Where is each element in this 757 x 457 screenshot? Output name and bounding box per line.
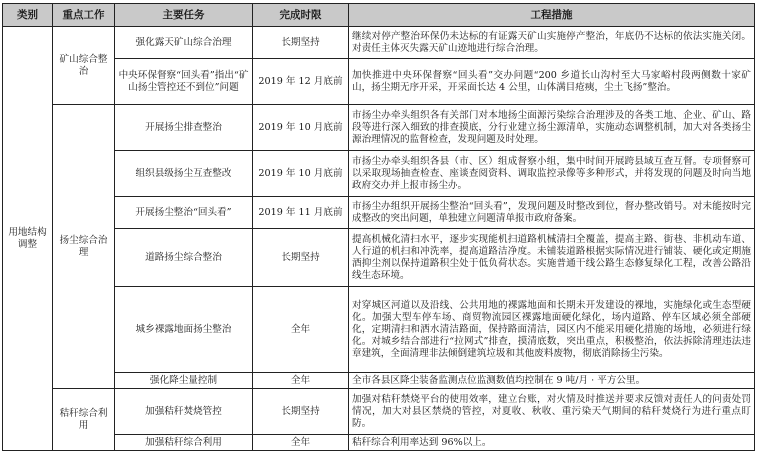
deadline-cell: 2019 年 11 月底前	[253, 197, 349, 229]
measures-table	[2, 3, 755, 451]
measure-cell: 继续对停产整治环保仍未达标的有证露天矿山实施停产整治，年底仍不达标的依法实施关闭。对责任主体灭失露天矿山迹地进行综合治理。	[349, 27, 755, 59]
table-row	[3, 389, 755, 435]
key-work-cell: 秸秆综合利用	[53, 389, 115, 451]
table-row	[3, 287, 755, 373]
header-main-task: 主要任务	[115, 4, 253, 27]
task-cell: 中央环保督察“回头看”指出“矿山扬尘管控还不到位”问题	[115, 59, 253, 105]
table-row	[3, 27, 755, 59]
table-row	[3, 151, 755, 197]
deadline-cell: 全年	[253, 287, 349, 373]
task-cell: 开展扬尘整治“回头看”	[115, 197, 253, 229]
table-row	[3, 105, 755, 151]
measure-cell: 加快推进中央环保督察“回头看”交办问题“200 乡道长山沟村至大马家峪村段两侧数十家矿山，扬尘期无序开采，开采面长达 4 公里，山体满目疮痍，尘土飞扬”整治。	[349, 59, 755, 105]
table-row	[3, 197, 755, 229]
deadline-cell: 全年	[253, 435, 349, 451]
task-cell: 加强秸秆焚烧管控	[115, 389, 253, 435]
measure-cell: 加强对秸秆禁烧平台的使用效率，建立台账，对火情及时推送并要求反馈对责任人的问责处罚情况，加大对县区禁烧的管控，对夏收、秋收、重污染天气期间的秸秆焚烧行为进行重点盯防。	[349, 389, 755, 435]
header-row	[3, 4, 755, 27]
task-cell: 组织县级扬尘互查整改	[115, 151, 253, 197]
task-cell: 开展扬尘排查整治	[115, 105, 253, 151]
header-measures: 工程措施	[349, 4, 755, 27]
header-deadline: 完成时限	[253, 4, 349, 27]
key-work-cell: 矿山综合整治	[53, 27, 115, 105]
measure-cell: 市扬尘办牵头组织各县（市、区）组成督察小组，集中时间开展跨县域互查互督。专项督察可以采取现场抽查检查、座谈查阅资料、调取监控录像等多种形式，并将发现的问题及时向当地政府交办并上报市扬尘办。	[349, 151, 755, 197]
category-cell: 用地结构调整	[3, 27, 53, 451]
header-key-work: 重点工作	[53, 4, 115, 27]
task-cell: 城乡裸露地面扬尘整治	[115, 287, 253, 373]
task-cell: 强化降尘量控制	[115, 373, 253, 389]
task-cell: 加强秸秆综合利用	[115, 435, 253, 451]
table-row	[3, 59, 755, 105]
measure-cell: 市扬尘办组织开展扬尘整治“回头看”，发现问题及时整改到位，督办整改销号。对未能按时完成整改的突出问题，单独建立问题清单报市政府备案。	[349, 197, 755, 229]
measure-cell: 市扬尘办牵头组织各有关部门对本地扬尘面源污染综合治理涉及的各类工地、企业、矿山、路段等进行深入细致的排查摸底，分行业建立扬尘源清单，实施动态调整机制，加大对各类扬尘源治理情况的监督检查，发现问题及时处理。	[349, 105, 755, 151]
table-row	[3, 435, 755, 451]
task-cell: 强化露天矿山综合治理	[115, 27, 253, 59]
deadline-cell: 2019 年 10 月底前	[253, 105, 349, 151]
table-row	[3, 373, 755, 389]
measure-cell: 提高机械化清扫水平，逐步实现能机扫道路机械清扫全覆盖，提高主路、街巷、非机动车道、人行道的机扫和冲洗率，提高道路洁净度。未铺装道路根据实际情况进行铺装、硬化或定期施酒抑尘剂以保持道路积尘处于低负荷状态。实施普通干线公路生态修复绿化工程，改善公路沿线生态环境。	[349, 229, 755, 287]
key-work-cell: 扬尘综合治理	[53, 105, 115, 389]
deadline-cell: 2019 年 12 月底前	[253, 59, 349, 105]
deadline-cell: 长期坚持	[253, 27, 349, 59]
table-row	[3, 229, 755, 287]
header-category: 类别	[3, 4, 53, 27]
measure-cell: 对穿城区河道以及沿线、公共用地的裸露地面和长期未开发建设的裸地，实施绿化或生态型硬化。加强大型车停车场、商贸物流园区裸露地面硬化绿化，场内道路、停车区域必须全部硬化，定期清扫和洒水清洁路面，保持路面清洁，园区内不能采用硬化措施的场地，必须进行绿化。对城乡结合部进行“拉网式”排查，摸清底数，突出重点，积极整治，依法拆除清理违法违章建筑，全面清理非法倾倒建筑垃圾和其他废料废物，彻底消除扬尘污染。	[349, 287, 755, 373]
deadline-cell: 全年	[253, 373, 349, 389]
task-cell: 道路扬尘综合整治	[115, 229, 253, 287]
deadline-cell: 2019 年 10 月底前	[253, 151, 349, 197]
deadline-cell: 长期坚持	[253, 389, 349, 435]
deadline-cell: 长期坚持	[253, 229, 349, 287]
measure-cell: 全市各县区降尘装备监测点位监测数值均控制在 9 吨/月 · 平方公里。	[349, 373, 755, 389]
measure-cell: 秸秆综合利用率达到 96%以上。	[349, 435, 755, 451]
